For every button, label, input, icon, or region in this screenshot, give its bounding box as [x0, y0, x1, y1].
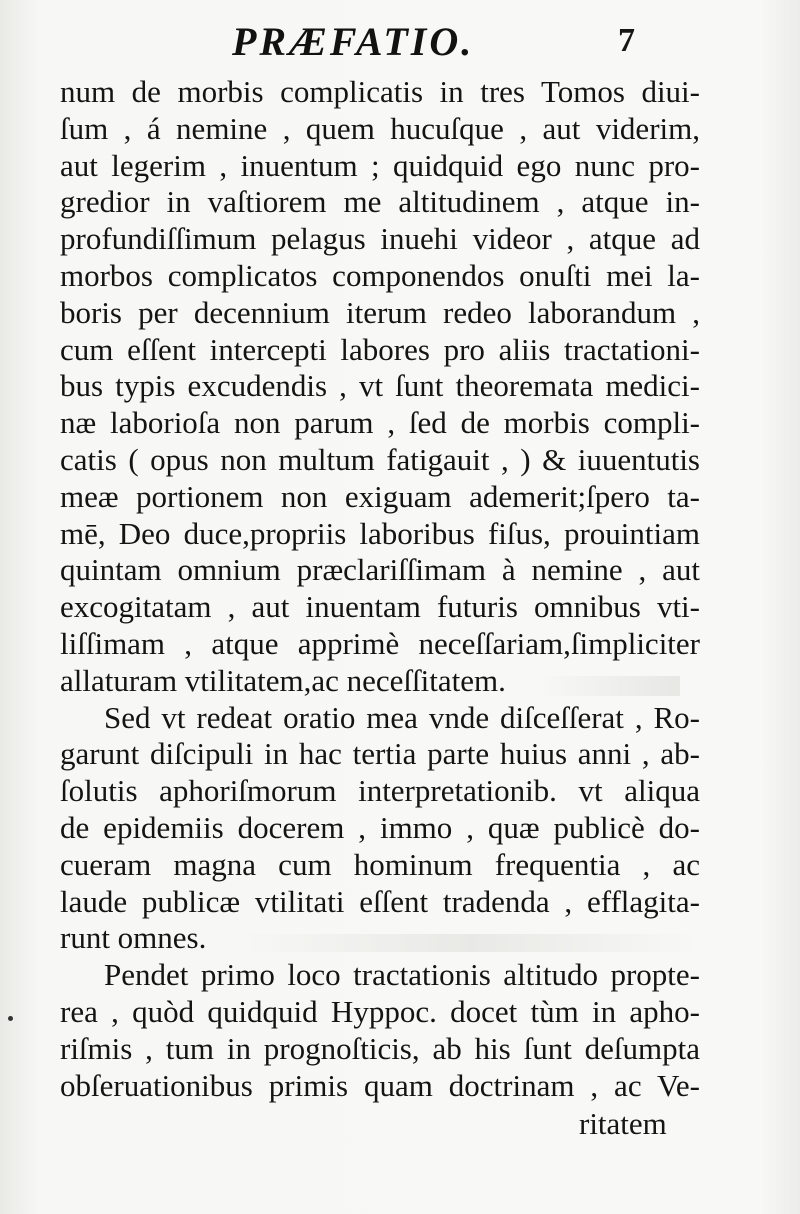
text-line-paragraph-start: Sed vt redeat oratio mea vnde diſceſſerat , Ro-: [104, 699, 700, 735]
text-line: excogitatam , aut inuentam futuris omnibus vti-: [60, 589, 700, 625]
text-line: laude publicæ vtilitati eſſent tradenda , efflagita-: [60, 883, 700, 919]
text-line: catis ( opus non multum fatigauit , ) & iuuentutis: [60, 441, 700, 477]
text-line: meæ portionem non exiguam ademerit;ſpero ta-: [60, 478, 700, 514]
text-line: cueram magna cum hominum frequentia , ac: [60, 846, 700, 882]
text-line: cum eſſent intercepti labores pro aliis tractationi-: [60, 331, 700, 367]
text-line: profundiſſimum pelagus inuehi videor , atque ad: [60, 221, 700, 257]
text-line-paragraph-end: runt omnes.: [60, 920, 207, 956]
text-line: num de morbis complicatis in tres Tomos diui-: [60, 74, 700, 109]
text-line: næ laborioſa non parum , ſed de morbis compli-: [60, 405, 700, 441]
text-line: gredior in vaſtiorem me altitudinem , atque in-: [60, 184, 700, 220]
text-line: morbos complicatos componendos onuſti mei la-: [60, 257, 700, 293]
text-line: mē, Deo duce,propriis laboribus fiſus, prouintiam: [60, 515, 700, 551]
text-line: ſum , á nemine , quem hucuſque , aut viderim,: [60, 110, 700, 146]
body-text: [60, 74, 700, 1104]
text-line: riſmis , tum in prognoſticis, ab his ſunt deſumpta: [60, 1030, 700, 1066]
text-line: rea , quòd quidquid Hyppoc. docet tùm in apho-: [60, 993, 700, 1029]
running-title: PRÆFATIO.: [232, 19, 475, 64]
text-line: aut legerim , inuentum ; quidquid ego nunc pro-: [60, 147, 700, 183]
text-line: bus typis excudendis , vt ſunt theoremata medici-: [60, 368, 700, 404]
page-header: [0, 18, 800, 68]
text-line: obſeruationibus primis quam doctrinam , ac Ve-: [60, 1067, 700, 1103]
text-line: garunt diſcipuli in hac tertia parte huius anni , ab-: [60, 736, 700, 772]
text-line: quintam omnium præclariſſimam à nemine , aut: [60, 552, 700, 588]
text-line: ſolutis aphoriſmorum interpretationib. vt aliqua: [60, 773, 700, 809]
catchword: ritatem: [579, 1106, 667, 1141]
text-line: liſſimam , atque apprimè neceſſariam,ſimpliciter: [60, 625, 700, 661]
text-line-paragraph-start: Pendet primo loco tractationis altitudo propte-: [104, 957, 700, 993]
page-number: 7: [618, 22, 635, 59]
text-line: boris per decennium iterum redeo laborandum ,: [60, 294, 700, 330]
text-line: de epidemiis docerem , immo , quæ publicè do-: [60, 809, 700, 845]
ink-spot: [8, 1016, 13, 1021]
text-line-paragraph-end: allaturam vtilitatem,ac neceſſitatem.: [60, 662, 506, 698]
